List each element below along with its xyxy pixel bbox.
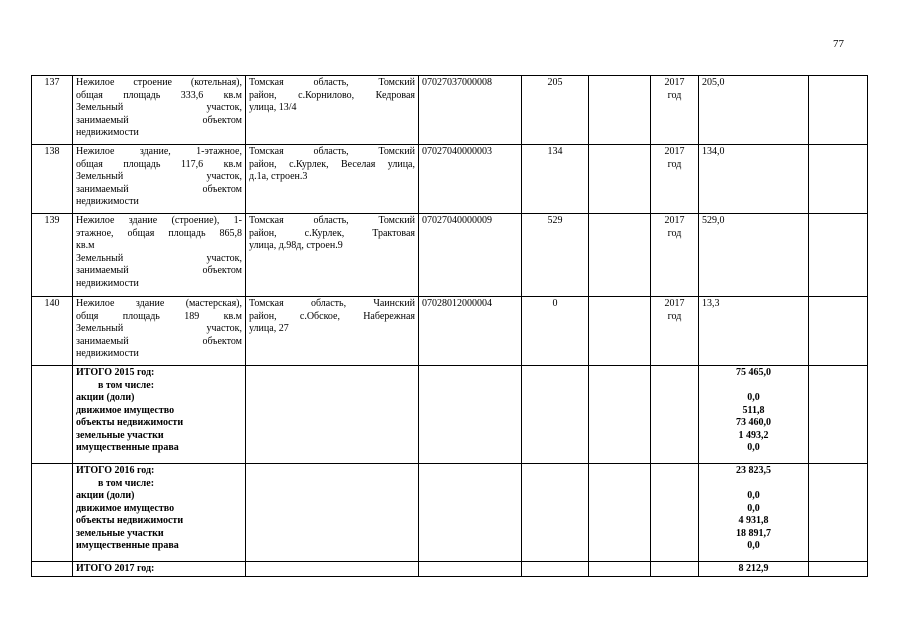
total-value: 0,0 [747, 442, 760, 453]
address-line: Томская область, Томский [249, 146, 415, 157]
cell-code [419, 145, 522, 214]
cell-empty [246, 366, 419, 464]
object-name-line: Нежилое строение (котельная), [76, 77, 242, 88]
cell-total-labels [73, 562, 246, 577]
total-label: акции (доли) [76, 490, 135, 501]
total-value: 0,0 [747, 392, 760, 403]
cell-empty [419, 464, 522, 562]
address-line: улица, 13/4 [249, 102, 297, 113]
object-name-line: занимаемый объектом [76, 335, 242, 347]
cell-empty [809, 145, 868, 214]
cell-total-values [699, 562, 809, 577]
object-code: 07027037000008 [422, 77, 492, 88]
total-label: земельные участки [76, 527, 164, 539]
total-value: 511,8 [742, 404, 765, 416]
row-number: 137 [44, 77, 60, 88]
cell-empty [589, 366, 651, 464]
total-label: акции (доли) [76, 392, 135, 403]
cell-empty [809, 464, 868, 562]
object-name-line: Земельный участок, [76, 323, 242, 334]
total-label: имущественные права [76, 442, 179, 453]
year-line: 2017 [664, 146, 685, 157]
object-name-line: недвижимости [76, 348, 139, 359]
row-number: 140 [44, 298, 60, 309]
total-label: движимое имущество [76, 404, 175, 416]
object-name-line: недвижимости [76, 127, 139, 138]
object-name-line: занимаемый объектом [76, 265, 242, 276]
total-heading: ИТОГО 2015 год: [76, 367, 155, 378]
object-value: 529,0 [702, 215, 725, 226]
year-line: год [667, 227, 682, 239]
object-name-line: кв.м [76, 240, 95, 251]
cell-year [651, 214, 699, 297]
address-line: Томская область, Томский [249, 77, 415, 88]
total-value: 4 931,8 [738, 515, 769, 526]
object-value: 205,0 [702, 77, 725, 88]
cell-empty [651, 562, 699, 577]
year-line: 2017 [664, 77, 685, 88]
object-name-line: недвижимости [76, 277, 139, 289]
cell-number [32, 297, 73, 366]
cell-total-labels [73, 366, 246, 464]
total-value: 0,0 [747, 502, 760, 514]
object-code: 07027040000009 [422, 215, 492, 226]
cell-empty [32, 464, 73, 562]
table-row [32, 145, 868, 214]
total-label: объекты недвижимости [76, 515, 184, 526]
object-name-line: недвижимости [76, 196, 139, 207]
cell-empty [809, 76, 868, 145]
object-name-line: общая площадь 333,6 кв.м [76, 89, 242, 101]
cell-empty [651, 366, 699, 464]
object-name-line: Земельный участок, [76, 102, 242, 113]
total-label: в том числе: [98, 477, 155, 489]
object-name-line: общая площадь 117,6 кв.м [76, 158, 242, 170]
cell-total-labels [73, 464, 246, 562]
total-heading: ИТОГО 2016 год: [76, 465, 155, 476]
cell-empty [522, 562, 589, 577]
address-line: улица, 27 [249, 323, 289, 334]
object-name-line: Земельный участок, [76, 171, 242, 182]
cell-empty [589, 214, 651, 297]
cell-code [419, 297, 522, 366]
cell-object-name [73, 214, 246, 297]
cell-object-name [73, 297, 246, 366]
total-row [32, 464, 868, 562]
cell-empty [522, 366, 589, 464]
cell-empty [32, 366, 73, 464]
cell-empty [419, 366, 522, 464]
cell-year [651, 297, 699, 366]
object-name-line: Нежилое здание (строение), 1- [76, 215, 242, 226]
cell-code [419, 76, 522, 145]
address-line: район, с.Корнилово, Кедровая [249, 89, 415, 101]
cell-amount [522, 145, 589, 214]
cell-number [32, 76, 73, 145]
object-name-line: Земельный участок, [76, 252, 242, 264]
page-number: 77 [833, 38, 844, 50]
year-line: 2017 [664, 298, 685, 309]
cell-year [651, 145, 699, 214]
cell-amount [522, 214, 589, 297]
table-row [32, 297, 868, 366]
property-register-table [31, 75, 868, 577]
object-code: 07027040000003 [422, 146, 492, 157]
address-line: Томская область, Томский [249, 215, 415, 226]
year-line: год [667, 310, 682, 322]
cell-empty [32, 562, 73, 577]
table-row [32, 214, 868, 297]
cell-value [699, 214, 809, 297]
total-sum: 8 212,9 [738, 563, 769, 574]
cell-empty [589, 145, 651, 214]
cell-value [699, 297, 809, 366]
object-name-line: Нежилое здание (мастерская), [76, 298, 242, 309]
object-name-line: занимаемый объектом [76, 183, 242, 195]
cell-address [246, 297, 419, 366]
object-value: 13,3 [702, 298, 720, 309]
cell-amount [522, 297, 589, 366]
total-label: в том числе: [98, 379, 155, 391]
total-row [32, 562, 868, 577]
cell-number [32, 214, 73, 297]
address-line: район, с.Курлек, Веселая улица, [249, 158, 415, 170]
cell-total-values [699, 464, 809, 562]
cell-amount [522, 76, 589, 145]
total-row [32, 366, 868, 464]
total-value: 0,0 [747, 540, 760, 551]
total-value: 0,0 [747, 490, 760, 501]
cell-empty [651, 464, 699, 562]
cell-empty [589, 76, 651, 145]
total-value: 18 891,7 [736, 527, 771, 539]
cell-address [246, 76, 419, 145]
cell-total-values [699, 366, 809, 464]
cell-object-name [73, 76, 246, 145]
object-amount: 0 [552, 298, 558, 309]
object-amount: 529 [547, 215, 563, 226]
total-label: объекты недвижимости [76, 417, 184, 428]
cell-value [699, 76, 809, 145]
address-line: район, с.Обское, Набережная [249, 310, 415, 322]
cell-empty [246, 464, 419, 562]
object-name-line: этажное, общая площадь 865,8 [76, 227, 242, 239]
total-value: 73 460,0 [736, 417, 771, 428]
address-line: улица, д.98д, строен.9 [249, 240, 343, 251]
cell-empty [522, 464, 589, 562]
total-value: 1 493,2 [738, 429, 769, 441]
cell-empty [809, 297, 868, 366]
address-line: район, с.Курлек, Трактовая [249, 227, 415, 239]
object-name-line: Нежилое здание, 1-этажное, [76, 146, 242, 157]
table-row [32, 76, 868, 145]
cell-value [699, 145, 809, 214]
total-label: земельные участки [76, 429, 164, 441]
row-number: 139 [44, 215, 60, 226]
cell-empty [809, 562, 868, 577]
year-line: год [667, 89, 682, 101]
object-amount: 134 [547, 146, 563, 157]
cell-empty [246, 562, 419, 577]
row-number: 138 [44, 146, 60, 157]
object-name-line: общя площадь 189 кв.м [76, 310, 242, 322]
cell-year [651, 76, 699, 145]
cell-address [246, 145, 419, 214]
cell-code [419, 214, 522, 297]
total-sum: 75 465,0 [736, 367, 771, 378]
cell-address [246, 214, 419, 297]
cell-number [32, 145, 73, 214]
cell-empty [589, 297, 651, 366]
cell-empty [809, 214, 868, 297]
total-value [702, 478, 805, 491]
year-line: 2017 [664, 215, 685, 226]
address-line: Томская область, Чаинский [249, 298, 415, 309]
total-label: имущественные права [76, 540, 179, 551]
total-heading: ИТОГО 2017 год: [76, 563, 155, 574]
total-label: движимое имущество [76, 502, 175, 514]
cell-empty [809, 366, 868, 464]
cell-empty [419, 562, 522, 577]
cell-empty [589, 562, 651, 577]
cell-empty [589, 464, 651, 562]
cell-object-name [73, 145, 246, 214]
year-line: год [667, 158, 682, 170]
total-sum: 23 823,5 [736, 465, 771, 476]
object-name-line: занимаемый объектом [76, 114, 242, 126]
object-value: 134,0 [702, 146, 725, 157]
address-line: д.1а, строен.3 [249, 171, 308, 182]
total-value [702, 380, 805, 393]
object-amount: 205 [547, 77, 563, 88]
object-code: 07028012000004 [422, 298, 492, 309]
